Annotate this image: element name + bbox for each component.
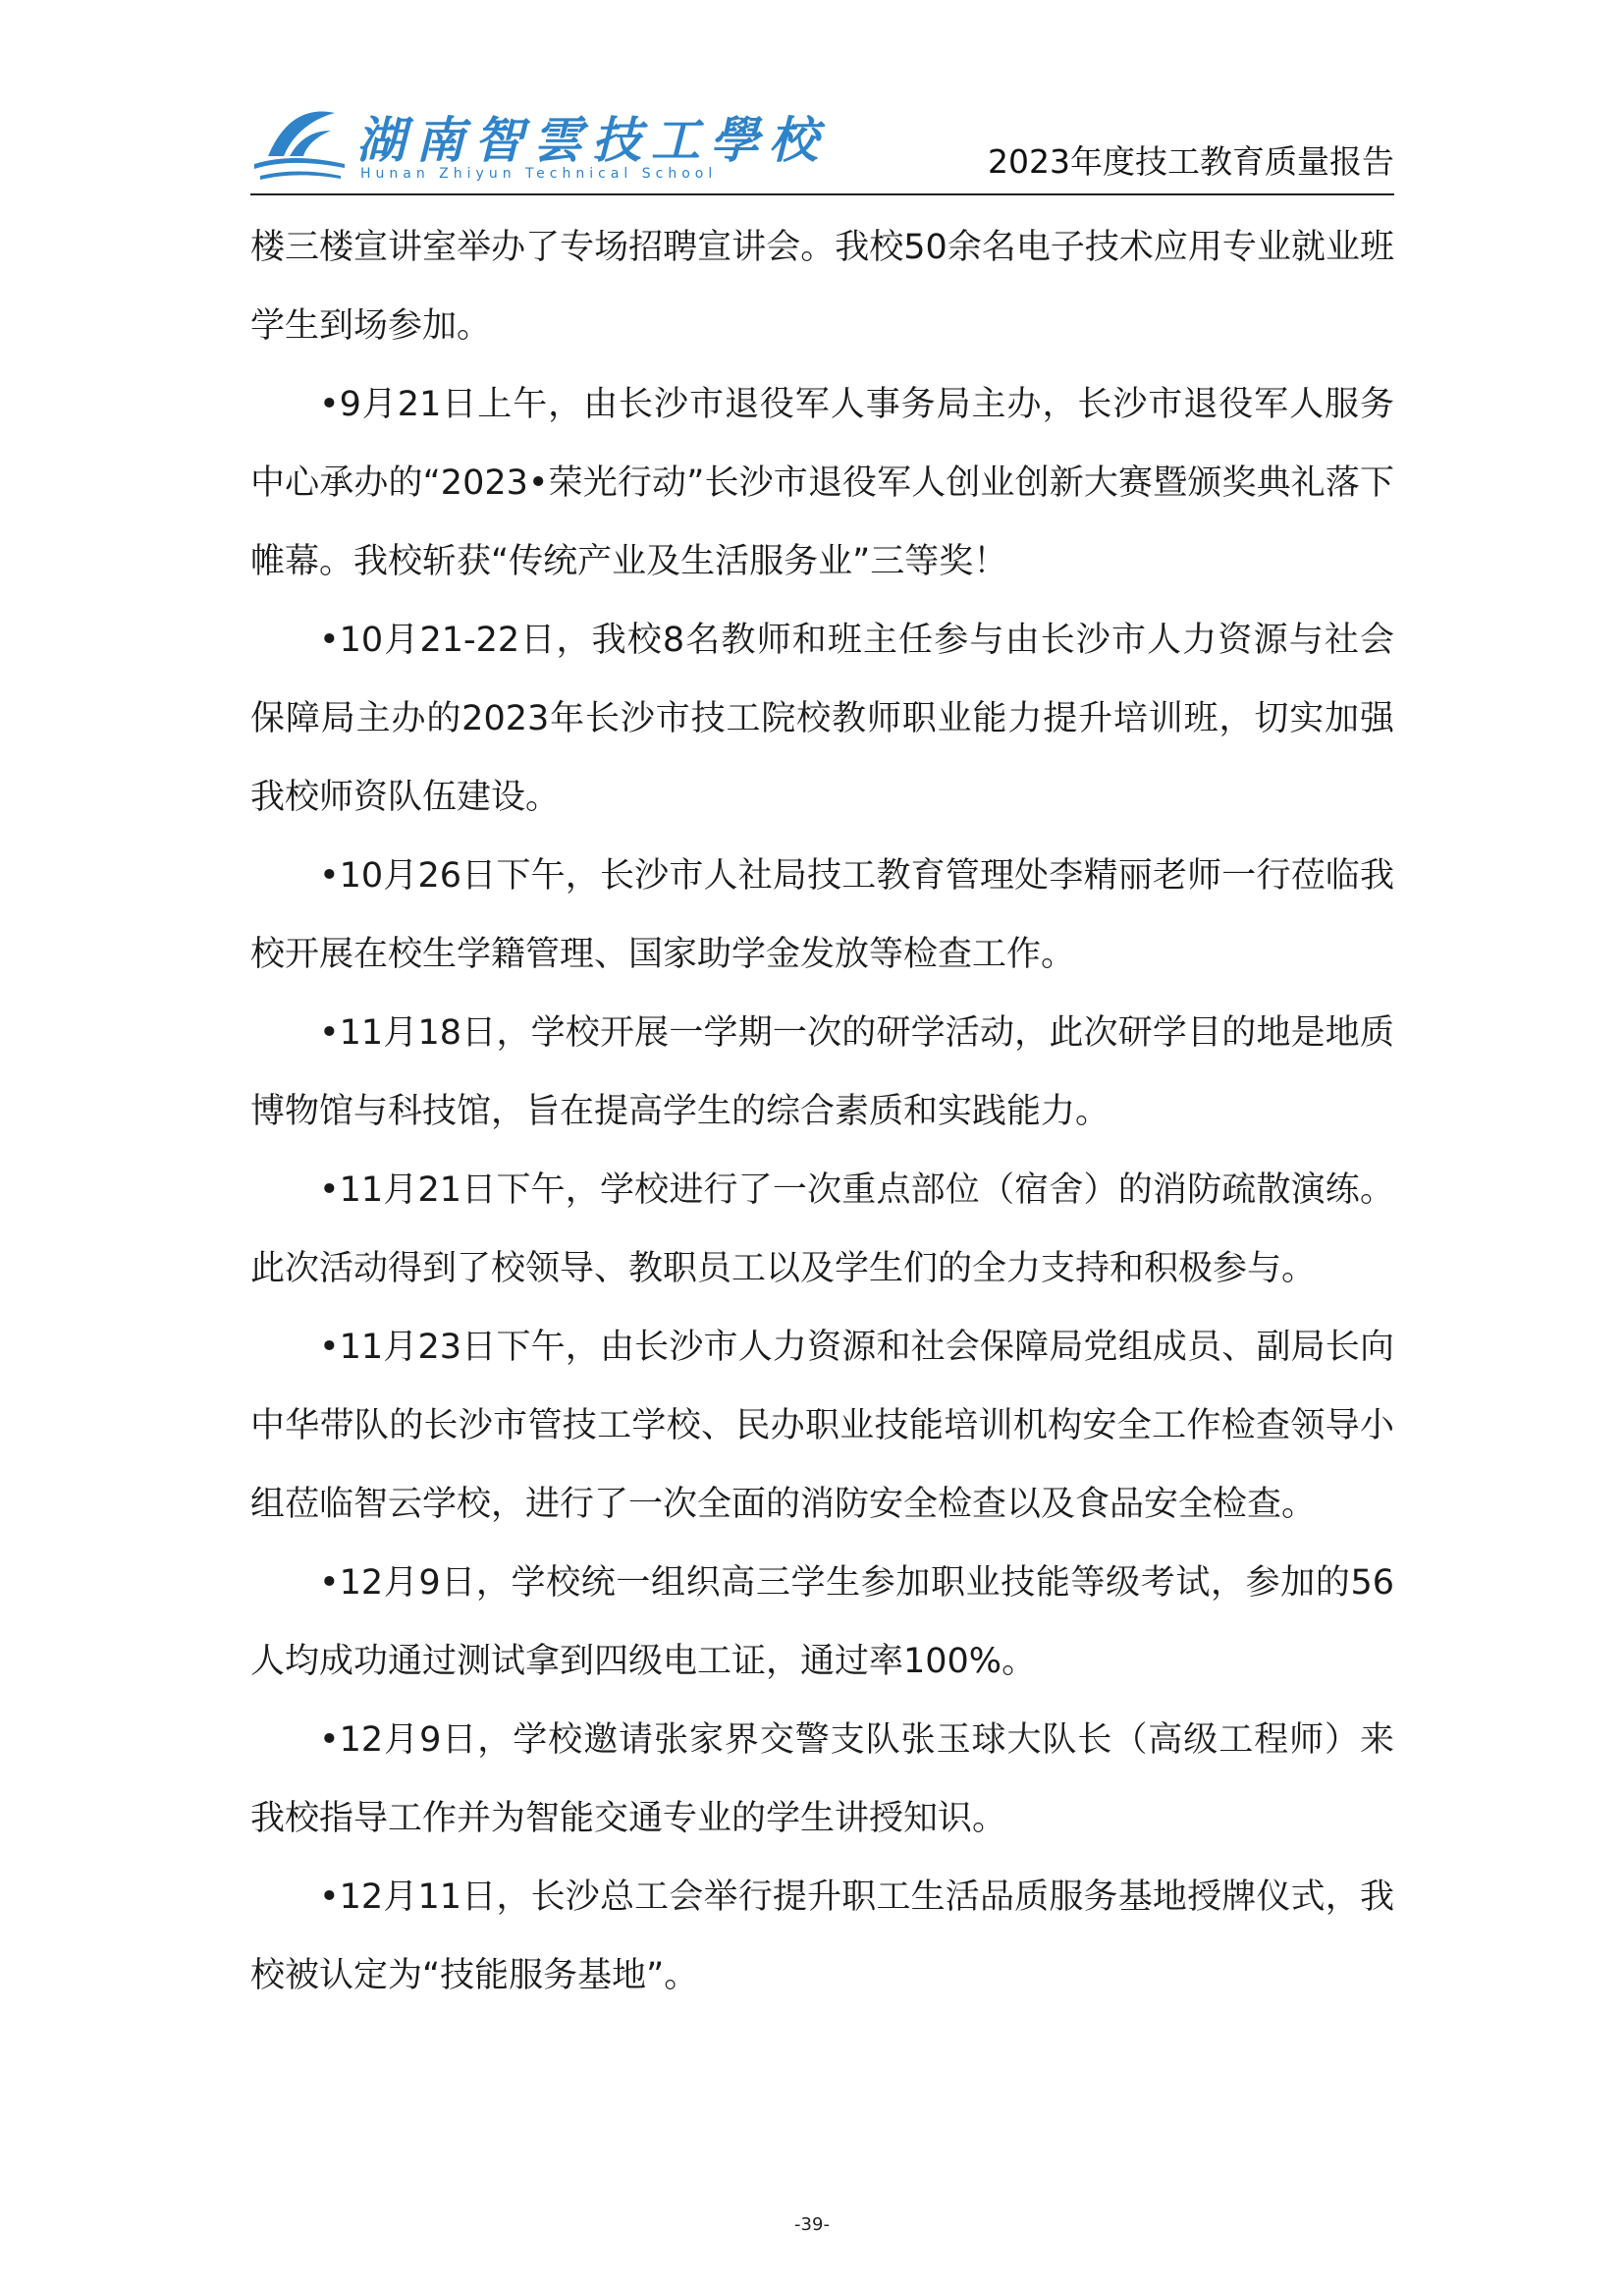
paragraph-item: •11月21日下午，学校进行了一次重点部位（宿舍）的消防疏散演练。此次活动得到了校领导、教职员工以及学生们的全力支持和积极参与。 bbox=[250, 1170, 1394, 1288]
paragraph-item: •10月26日下午，长沙市人社局技工教育管理处李精丽老师一行莅临我校开展在校生学籍管理、国家助学金发放等检查工作。 bbox=[250, 856, 1394, 974]
school-name-en: Hunan Zhiyun Technical School bbox=[360, 166, 718, 182]
wave-logo-icon bbox=[250, 99, 349, 188]
paragraph-item: •9月21日上午，由长沙市退役军人事务局主办，长沙市退役军人服务中心承办的“2023•荣光行动”长沙市退役军人创业创新大赛暨颁奖典礼落下帷幕。我校斩获“传统产业及生活服务业”三等奖！ bbox=[250, 385, 1394, 581]
header-divider bbox=[250, 193, 1394, 195]
paragraph-item: •12月9日，学校邀请张家界交警支队张玉球大队长（高级工程师）来我校指导工作并为智能交通专业的学生讲授知识。 bbox=[250, 1720, 1394, 1838]
school-name-cn: 湖南智雲技工學校 bbox=[356, 111, 828, 169]
paragraph-item: •12月9日，学校统一组织高三学生参加职业技能等级考试，参加的56人均成功通过测试拿到四级电工证，通过率100%。 bbox=[250, 1563, 1394, 1681]
paragraph-item: •11月18日，学校开展一学期一次的研学活动，此次研学目的地是地质博物馆与科技馆，旨在提高学生的综合素质和实践能力。 bbox=[250, 1013, 1394, 1131]
document-body bbox=[250, 208, 1394, 2015]
paragraph-item: •11月23日下午，由长沙市人力资源和社会保障局党组成员、副局长向中华带队的长沙市管技工学校、民办职业技能培训机构安全工作检查领导小组莅临智云学校，进行了一次全面的消防安全检查以及食品安全检查。 bbox=[250, 1328, 1394, 1524]
page-number: -39- bbox=[794, 2214, 830, 2235]
paragraph-item: •10月21-22日，我校8名教师和班主任参与由长沙市人力资源与社会保障局主办的2023年长沙市技工院校教师职业能力提升培训班，切实加强我校师资队伍建设。 bbox=[250, 621, 1394, 817]
school-logo bbox=[250, 93, 828, 191]
paragraph-item: •12月11日，长沙总工会举行提升职工生活品质服务基地授牌仪式，我校被认定为“技能服务基地”。 bbox=[250, 1877, 1394, 1995]
report-title: 2023年度技工教育质量报告 bbox=[988, 142, 1394, 181]
page-header bbox=[250, 93, 1394, 191]
paragraph-continuation: 楼三楼宣讲室举办了专场招聘宣讲会。我校50余名电子技术应用专业就业班学生到场参加。 bbox=[250, 228, 1394, 346]
